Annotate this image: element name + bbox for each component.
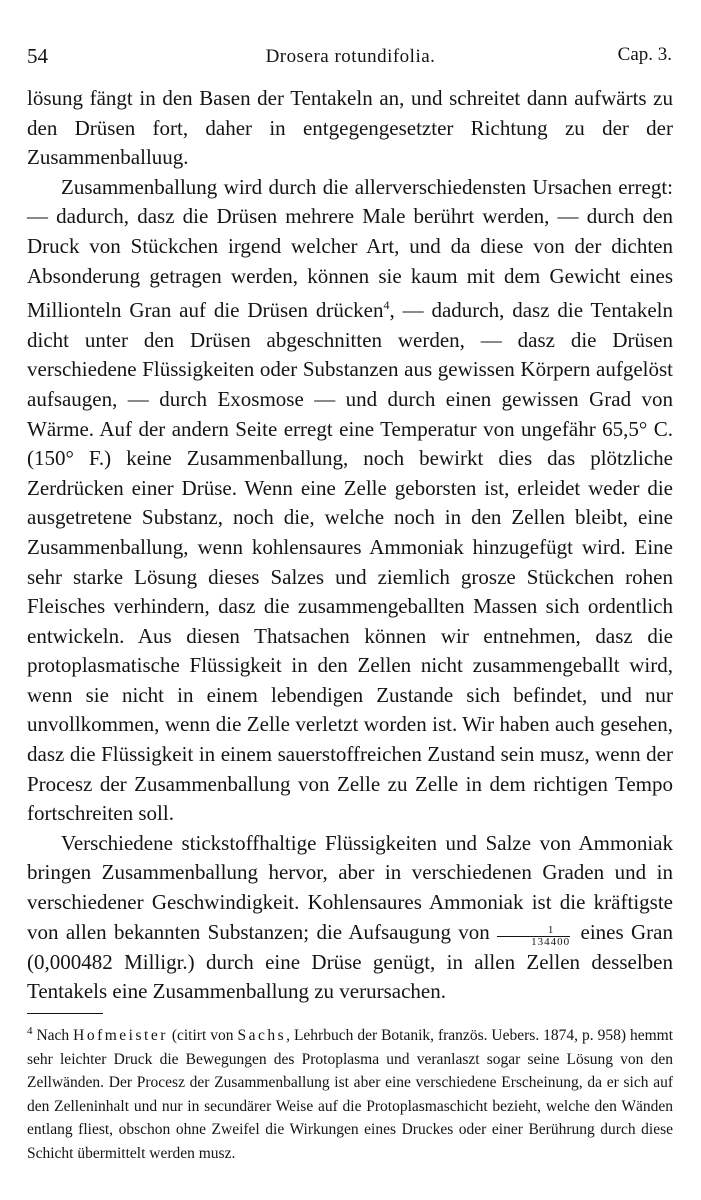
paragraph-2-part-a: Zusammenballung wird durch die allerverschiedensten Ursachen erregt: — dadurch, dasz die Drüsen mehrere Male berührt werden, — durch den Druck von Stückchen irgend welcher Art, und da diese von der dichten Absonderung getragen werden, können sie kaum mit dem Gewicht eines Millionteln Gran auf die Drüsen drücken (27, 174, 673, 323)
body-text (27, 84, 673, 1007)
paragraph-3 (27, 829, 673, 1007)
fraction-numerator: 1 (497, 925, 570, 937)
footnote (27, 1020, 673, 1165)
footnote-rest: , Lehrbuch der Botanik, französ. Uebers. 1874, p. 958) hemmt sehr leichter Druck die Bewegungen des Protoplasma und veranlaszt sogar seine Lösung von den Zellwänden. Der Procesz der Zusammenballung ist aber eine verschiedene Erscheinung, da er sich auf den Zelleninhalt und nur in secundärer Weise auf die Protoplasmaschicht bezieht, welche den Wänden entlang fliest, obschon ohne Zweifel die Wirkungen eines Druckes oder einer Berührung durch diese Schicht übermittelt werden musz. (27, 1027, 674, 1162)
running-title: Drosera rotundifolia. (265, 46, 436, 67)
page-number: 54 (27, 44, 48, 68)
page-header (27, 44, 674, 74)
paragraph-2-part-b: , — dadurch, dasz die Tentakeln dicht unter den Drüsen abgeschnitten werden, — dasz die Drüsen verschiedene Flüssigkeiten oder Substanzen aus gewissen Körpern aufgelöst aufsaugen, — durch Exosmose — und durch einen gewissen Grad von Wärme. Auf der andern Seite erregt eine Temperatur von ungefähr 65,5° C. (150° F.) keine Zusammenballung, noch bewirkt dies das plötzliche Zerdrücken einer Drüse. Wenn eine Zelle geborsten ist, erleidet weder die ausgetretene Substanz, noch die, welche noch in den Zellen bleibt, eine Zusammenballung, wenn kohlensaures Ammoniak hinzugefügt wird. Eine sehr starke Lösung dieses Salzes und ziemlich grosze Stückchen rohen Fleisches verhindern, dasz die zusammengeballten Massen sich ordentlich entwickeln. Aus diesen Thatsachen können wir entnehmen, dasz die protoplasmatische Flüssigkeit in den Zellen nicht zusammengeballt wird, wenn sie nicht in einem lebendigen Zustande sich befindet, und nur unvollkommen, wenn die Zelle verletzt worden ist. Wir haben auch gesehen, dasz die Flüssigkeit in einem sauerstoffreichen Zustand sein musz, wenn der Procesz der Zusammenballung von Zelle zu Zelle in dem richtigen Tempo fortschreiten soll. (27, 298, 673, 826)
fraction-denominator: 134400 (531, 935, 571, 948)
footnote-author-hofmeister: Hofmeister (73, 1027, 168, 1044)
paragraph-2 (27, 173, 673, 829)
footnote-author-sachs: Sachs (237, 1027, 287, 1044)
footnote-divider (27, 1013, 103, 1014)
paragraph-3-part-a: Verschiedene stickstoffhaltige Flüssigkeiten und Salze von Ammoniak bringen Zusammenballung hervor, aber in verschiedenen Graden und in verschiedener Geschwindigkeit. Kohlensaures Ammoniak ist die kräftigste von allen bekannten Substanzen; die Aufsaugung von (27, 830, 673, 944)
footnote-mid: (citirt von (167, 1027, 238, 1044)
footnote-reference: 4 (383, 298, 390, 313)
paragraph-1: lösung fängt in den Basen der Tentakeln an, und schreitet dann aufwärts zu den Drüsen fort, daher in entgegengesetzter Richtung zu der der Zusammenballuug. (27, 86, 673, 170)
chapter-label: Cap. 3. (617, 44, 672, 65)
footnote-lead: Nach (32, 1027, 74, 1044)
fraction (497, 925, 570, 948)
footnote-marker: 4 (27, 1025, 33, 1037)
paragraph-3-part-b: eines Gran (0,000482 Milligr.) durch eine Drüse genügt, in allen Zellen desselben Tentakels eine Zusammenballung zu verursachen. (27, 919, 673, 1004)
